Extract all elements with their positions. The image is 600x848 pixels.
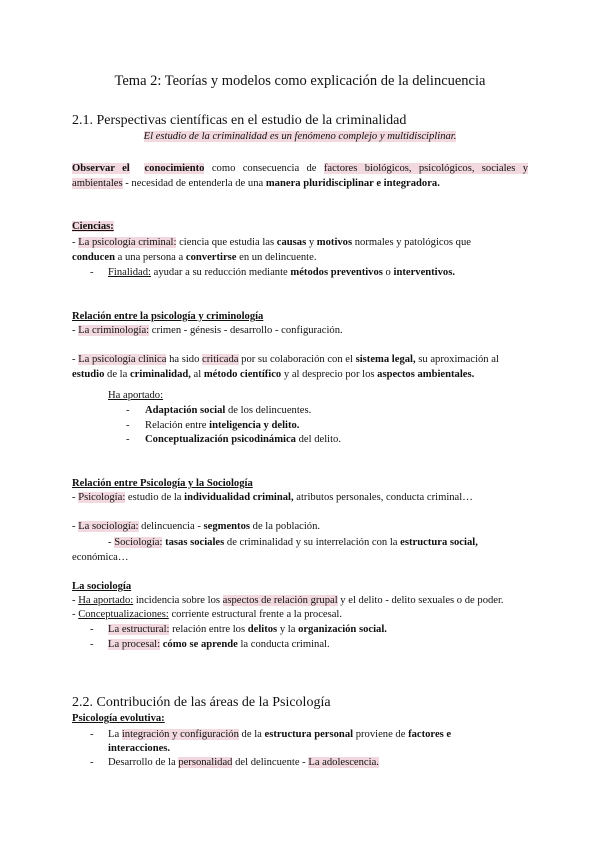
text-manera: manera pluridisciplinar e integradora. (265, 178, 440, 189)
text-span: de los delincuentes. (225, 405, 312, 416)
text-observar: Observar el (72, 163, 130, 174)
text-delitos: delitos (247, 624, 278, 635)
ciencias-line-1 (72, 235, 528, 250)
subtitle-text: El estudio de la criminalidad es un fenómeno complejo y multidisciplinar. (143, 131, 457, 142)
psico-socio-line-1 (72, 490, 473, 505)
text-span: su aproximación al (415, 354, 499, 365)
psico-crimino-line-1 (72, 323, 343, 338)
text-span: de criminalidad y su interrelación con la (224, 537, 401, 548)
text-motivos: motivos (316, 237, 353, 248)
page-title: Tema 2: Teorías y modelos como explicación de la delincuencia (114, 73, 486, 89)
section-heading-2-1: 2.1. Perspectivas científicas en el estudio de la criminalidad (72, 113, 407, 128)
text-finalidad: Finalidad: (108, 267, 151, 278)
text-tasas: tasas sociales (162, 537, 225, 548)
text-estructura: estructura social, (400, 537, 478, 548)
section-subtitle (0, 131, 600, 142)
psico-crimino-heading (72, 309, 263, 324)
text-span: al (190, 369, 204, 380)
psico-socio-line-4: económica… (72, 552, 129, 563)
text-sociologia: La sociología: (78, 521, 139, 532)
text-como-aprende: cómo se aprende (160, 639, 238, 650)
text-conceptualizaciones: Conceptualizaciones: (78, 609, 169, 620)
text-span: ha sido (166, 354, 203, 365)
text-conocimiento: conocimiento (144, 163, 205, 174)
text-span: delincuencia - (138, 521, 204, 532)
heading-text: Psicología evolutiva: (72, 713, 165, 724)
section-heading-2-2: 2.2. Contribución de las áreas de la Psicología (72, 695, 331, 710)
text-span: y la (277, 624, 299, 635)
text-span: - (72, 325, 79, 336)
text-span: y el delito - delito sexuales o de poder. (337, 595, 504, 606)
psico-crimino-line-2 (72, 352, 528, 367)
text-adaptacion: Adaptación social (145, 405, 226, 416)
text-span: La (108, 729, 122, 740)
text-span: a una persona a (114, 252, 186, 263)
text-span: incidencia sobre los (133, 595, 223, 606)
bullet-dash: - (126, 420, 130, 431)
text-span: - (72, 354, 79, 365)
paragraph-intro (72, 161, 528, 191)
text-span: - (108, 537, 115, 548)
bullet-dash: - (126, 434, 130, 445)
text-metodos: métodos preventivos (290, 267, 383, 278)
text-span: Desarrollo de la (108, 757, 179, 768)
text-estructural: La estructural: (108, 624, 170, 635)
text-conceptualizacion: Conceptualización psicodinámica (145, 434, 296, 445)
bullet-dash: - (126, 405, 130, 416)
heading-text: La sociología (72, 581, 132, 592)
psico-crimino-line-3 (72, 367, 474, 382)
text-psicologia-clinica: La psicología clínica (78, 354, 167, 365)
text-personalidad: personalidad (178, 757, 233, 768)
sociologia-line-2 (72, 607, 342, 622)
text-span: - necesidad de entenderla de una (122, 178, 266, 189)
text-segmentos: segmentos (203, 521, 251, 532)
text-span: crimen - génesis - desarrollo - configuración. (149, 325, 343, 336)
text-criminalidad: criminalidad, (129, 369, 191, 380)
text-relacion-grupal: aspectos de relación grupal (222, 595, 338, 606)
text-adolescencia: La adolescencia. (308, 757, 379, 768)
text-convertirse: convertirse (185, 252, 237, 263)
text-aspectos: aspectos ambientales. (377, 369, 475, 380)
text-sociologia-2: Sociología: (114, 537, 163, 548)
heading-text: Ciencias: (72, 221, 114, 232)
text-factores: factores biológicos, psicológicos, sociales y (323, 163, 528, 174)
text-ha-aportado-2: Ha aportado: (78, 595, 134, 606)
bullet-dash: - (90, 624, 94, 635)
heading-text: Relación entre la psicología y criminología (72, 311, 264, 322)
text-estructura-personal: estructura personal (264, 729, 354, 740)
text-span: corriente estructural frente a la procesal. (168, 609, 343, 620)
psico-socio-line-2 (72, 519, 320, 534)
text-span: normales y patológicos que (352, 237, 471, 248)
text-conducen: conducen (72, 252, 115, 263)
ciencias-line-2 (72, 250, 316, 265)
bullet-dash: - (90, 267, 94, 278)
sociologia-line-1 (72, 593, 504, 608)
text-span: y (306, 237, 317, 248)
evolutiva-bullet-1-cont (108, 741, 170, 756)
sociologia-heading (72, 579, 131, 594)
evolutiva-heading (72, 711, 165, 726)
text-span: ayudar a su reducción mediante (150, 267, 291, 278)
text-span: de la (104, 369, 130, 380)
text-procesal: La procesal: (108, 639, 161, 650)
text-factores: factores e (408, 729, 452, 740)
bullet-dash: - (90, 757, 94, 768)
text-estudio: estudio (72, 369, 105, 380)
text-metodo: método científico (203, 369, 282, 380)
text-criminologia: La criminología: (78, 325, 150, 336)
text-interventivos: interventivos. (393, 267, 455, 278)
text-span: - (72, 595, 79, 606)
text-span: - (72, 521, 79, 532)
text-span: y al desprecio por los (281, 369, 378, 380)
text-span: proviene de (353, 729, 409, 740)
psico-socio-heading (72, 476, 253, 491)
text-span: del delincuente - (232, 757, 309, 768)
text-span: atributos personales, conducta criminal… (293, 492, 473, 503)
text-causas: causas (276, 237, 307, 248)
text-criticada: criticada (202, 354, 239, 365)
psico-socio-line-3 (108, 535, 528, 550)
text-individualidad: individualidad criminal, (184, 492, 294, 503)
text-span: en un delincuente. (236, 252, 317, 263)
text-span: la conducta criminal. (237, 639, 330, 650)
text-span: de la población. (250, 521, 321, 532)
text-span: - (72, 237, 79, 248)
text-sistema-legal: sistema legal, (355, 354, 416, 365)
text-span: o (382, 267, 394, 278)
text-span: relación entre los (169, 624, 248, 635)
text-inteligencia: inteligencia y delito. (209, 420, 300, 431)
text-span: del delito. (295, 434, 341, 445)
text-ambientales: ambientales (72, 178, 123, 189)
text-organizacion: organización social. (298, 624, 387, 635)
text-span: estudio de la (125, 492, 185, 503)
text-span: ciencia que estudia las (176, 237, 277, 248)
text-span: - (72, 492, 79, 503)
heading-text: Relación entre Psicología y la Sociología (72, 478, 253, 489)
text-span: de la (238, 729, 265, 740)
aportado-label (108, 388, 163, 403)
text-interacciones: interacciones. (108, 743, 171, 754)
ciencias-heading (72, 219, 114, 234)
text-psicologia-criminal: La psicología criminal: (78, 237, 177, 248)
text-ha-aportado: Ha aportado: (108, 390, 164, 401)
text-span: como consecuencia de (204, 163, 324, 174)
bullet-dash: - (90, 639, 94, 650)
text-integracion: integración y configuración (121, 729, 239, 740)
text-span: por su colaboración con el (238, 354, 356, 365)
bullet-dash: - (90, 729, 94, 740)
text-span: - (72, 609, 79, 620)
text-span: Relación entre (145, 420, 210, 431)
text-psicologia: Psicología: (78, 492, 126, 503)
